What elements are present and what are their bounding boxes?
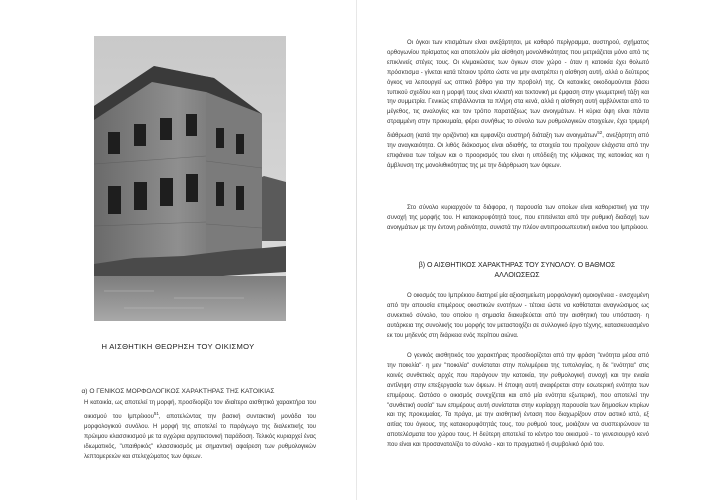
footnote-ref: 52 (597, 130, 603, 136)
paragraph-volumes-text-cont: , ανεξάρτητη από την αναγκαιότητα. Οι λιθός διάκοσμος είναι αδιαθής, τα στοιχεία του προέχουν ελάχιστα από την επιφάνεια των τοίχων και ο προορισμός του είναι η υπόδειξη της κλίμακας της κατοικίας και η άμβλυνση της μονολιθικότητας της με την διάρθρωση των όψεων. (387, 133, 649, 169)
paragraph-openings-text: Στο σύνολο κυριαρχούν τα διάφορα, η παρουσία των οποίων είναι καθοριστική για την συνοχή της μορφής του. Η κατακορυφότητά τους, που επιτείνεται από την ρυθμική διαδοχή των ανοιγμάτων με την έντονη ραδινότητα, συνιστά την πλέον αντιπροσωπευτική εικόνα του Ιμπρέκιου. (387, 205, 649, 231)
paragraph-volumes (387, 39, 649, 172)
paragraph-character (387, 352, 649, 451)
section-a-body-text-cont: , αποτελώντας την βασική συντακτική μονάδα του μορφολογικού συνόλου. Η μορφή της αποτελεί το παράγωγο της διαλεκτικής του πρώιμου κλασσικισμού με τα εγχώρια αρχιτεκτονική παράδοση. Τελικός κυριαρχεί ένας ιδιωματικός, "υπαιθρικός" κλασσικισμός με σημαντική αφαίρεση των ρυθμολογικών λεπτομερειών και στελεχώματος των όψεων. (84, 413, 317, 460)
building-photograph (94, 36, 286, 321)
section-a-body (84, 399, 316, 462)
left-page (0, 0, 356, 500)
chapter-heading: Η ΑΙΣΘΗΤΙΚΗ ΘΕΩΡΗΣΗ ΤΟΥ ΟΙΚΙΣΜΟΥ (101, 342, 255, 351)
section-a-heading: α) Ο ΓΕΝΙΚΟΣ ΜΟΡΦΟΛΟΓΙΚΟΣ ΧΑΡΑΚΤΗΡΑΣ ΤΗΣ ΚΑΤΟΙΚΙΑΣ (81, 388, 275, 395)
paragraph-character-text: Ο γενικός αισθητικός του χαρακτήρας προσδιορίζεται από την φράση "ενότητα μέσα από την ποικιλία"· η μεν "ποικιλία" συνίσταται στην πολυμέρεια της τυπολογίας, η δε "ενότητα" στις κοινές συνθετικές αρχές που παράγουν την κατοικία, την ρυθμολογική συνοχή και την ενιαία αντίληψη στην επεξεργασία των όψεων. Η έποψη αυτή αναφέρεται στην εσωτερική ενότητα των επιμέρους. Ωστόσο ο οικισμός συνεχίζεται και από μία ενότητα εξωτερική, που αποτελεί την "συνθετική ουσία" των επιμέρους αυτή συνίσταται στην κυρίαρχη παρουσία των δημοσίων κτιρίων και της προκυμαίας. Τα πράγα, με την αισθητική ένταση που διαχωρίζουν στον αστικό ιστό, εξ αιτίας του όγκους, της κατακορυφότητάς τους, του ρυθμού τους, μοιάζουν να συσπειρώνουν τα αποτελέσματα του χώρου τους. Η δεύτερη αποτελεί το κέντρο του οικισμού - το γενεσιουργό κενό που είναι και προσανατολίζει το σύνολο - και το πραγματικό ή συμβολικό όριό του. (387, 353, 649, 449)
paragraph-homogeneity-text: Ο οικισμός του Ιμπρέκιου διατηρεί μία αξιοσημείωτη μορφολογική ομοιογένεια - ενισχυμένη από την απουσία επιμέρους οικιστικών ενοτήτων - τέτοια ώστε να καθίσταται αναγνώσιμος ως συνεκτικό σύνολο, του οποίου η σημασία διακυβεύεται από την αισθητική του υπόσταση· η αυτάρκεια της συνολικής του μορφής τον μεταστοιχίζει σε συλλογικό έργο τέχνης, κατασκευασμένο εκ του μηδενός στη διάρκεια ενός περίπου αιώνα. (387, 293, 649, 339)
section-a-body-text: Η κατοικία, ως αποτελεί τη μορφή, προσδιορίζει τον ιδιαίτερο αισθητικό χαρακτήρα του οικισμού του Ιμπρέκιου (84, 400, 316, 420)
paragraph-homogeneity (387, 292, 649, 342)
footnote-ref: 51 (153, 410, 159, 416)
building-photo-graphic (94, 36, 286, 321)
right-page (357, 0, 715, 500)
paragraph-openings (387, 204, 649, 234)
paragraph-volumes-text: Οι όγκοι των κτισμάτων είναι ανεξάρτητοι, με καθαρό περίγραμμα, αυστηρού, σχήματος ορθογωνίου πρίσματος και αποτελούν μία αίσθηση μονολιθικότητας που μετριάζεται μόνο από τις επικλινείς στέγες τους. Οι κλιμακώσεις των όγκων στον χώρο - όταν η κατοικία έχει θολωτό πρόσκτισμα - γίνεται κατά τέτοιον τρόπο ώστε να μην ανατρέπει η αίσθηση αυτή, αλλά ο δεύτερος όγκος να λειτουργεί ως οπτικό βάθρο για την προβολή της. Οι κατοικίες οικοδομούνται βάσει τυπικού σχεδίου και η μορφή τους είναι κλειστή και τεκτονική με έμφαση στην γεωμετρική τάξη και την συμμετρία. Γενικώς επιβάλλονται τα πλήρη στα κενά, αλλά η αίσθηση αυτή αμβλύνεται από το μέγεθος, τις αναλογίες και τον τρόπο παρατάξεως των ανοιγμάτων. Η κύρια όψη είναι πάντα στραμμένη στην προκυμαία, φέρει συνήθως το σύνολο των ρυθμολογικών στοιχείων, έχει τριμερή διάθρωση (κατά την οριζόντια) και εμφανίζει αυστηρή διάταξη των ανοιγμάτων (387, 40, 649, 140)
section-b-heading: β) Ο ΑΙΣΘΗΤΙΚΟΣ ΧΑΡΑΚΤΗΡΑΣ ΤΟΥ ΣΥΝΟΛΟΥ. Ο ΒΑΘΜΟΣ ΑΛΛΟΙΩΣΕΩΣ (418, 262, 616, 279)
